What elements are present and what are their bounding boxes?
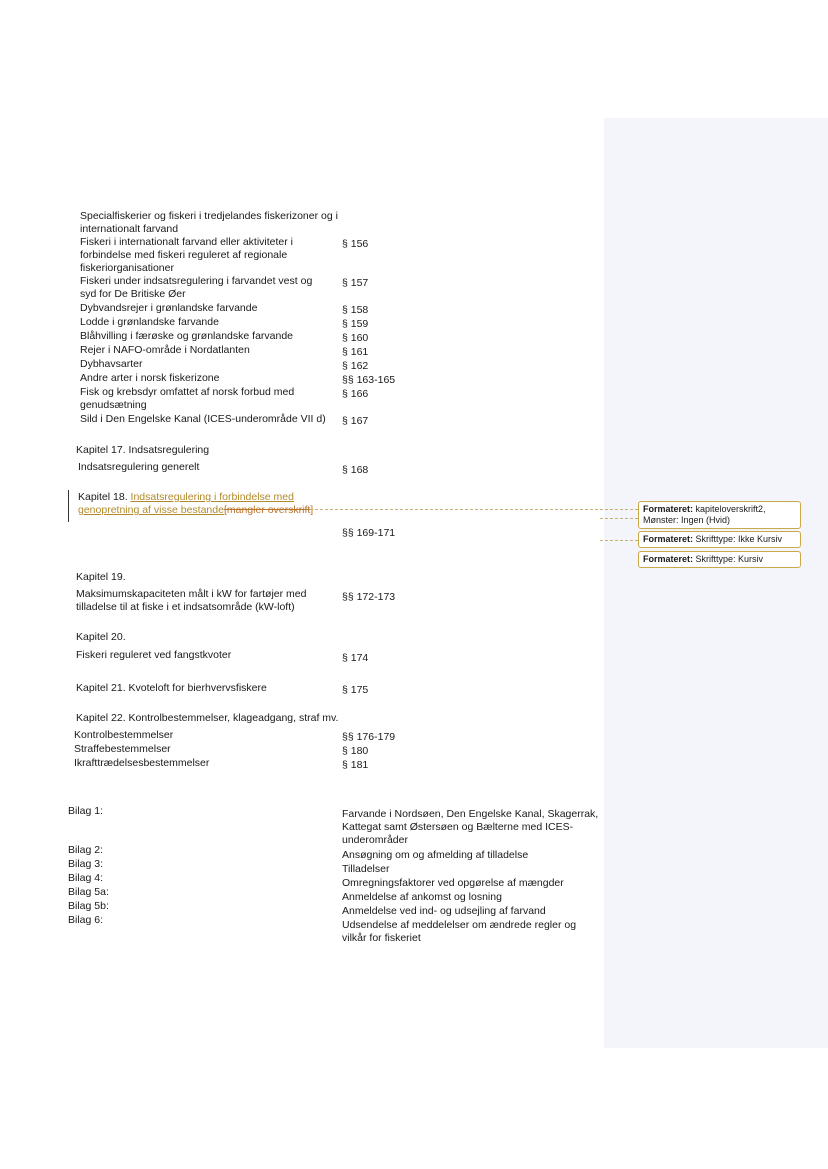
change-bar xyxy=(68,490,69,522)
toc-row-para: § 181 xyxy=(342,759,369,771)
bilag-label: Bilag 5b: xyxy=(68,900,109,912)
toc-row-para: § 167 xyxy=(342,415,369,427)
toc-row-para: § 159 xyxy=(342,318,369,330)
chapter-17-heading: Kapitel 17. Indsatsregulering xyxy=(76,444,210,456)
toc-row-title: Fiskeri under indsatsregulering i farvandet vest og syd for De Britiske Øer xyxy=(80,275,313,300)
comment-balloon[interactable] xyxy=(638,501,801,529)
toc-row-para: § 166 xyxy=(342,388,369,400)
bilag-label: Bilag 5a: xyxy=(68,886,109,898)
comment-text: Skrifttype: Kursiv xyxy=(695,554,764,564)
chapter-18-para: §§ 169-171 xyxy=(342,527,396,539)
toc-row-para: § 156 xyxy=(342,238,369,250)
toc-row-para: § 168 xyxy=(342,464,369,476)
toc-row-title: Andre arter i norsk fiskerizone xyxy=(80,372,220,384)
comment-text: kapiteloverskrift2, Mønster: Ingen (Hvid) xyxy=(643,504,766,525)
toc-row-title: Dybvandsrejer i grønlandske farvande xyxy=(80,302,258,314)
inserted-text: Indsatsregulering i forbindelse med genopretning af visse bestande xyxy=(78,491,294,516)
comment-leader xyxy=(600,540,638,541)
bilag-label: Bilag 4: xyxy=(68,872,104,884)
bilag-desc: Tilladelser xyxy=(342,863,390,875)
chapter-20-heading: Kapitel 20. xyxy=(76,631,126,643)
toc-row-title: Sild i Den Engelske Kanal (ICES-underområde VII d) xyxy=(80,413,326,425)
chapter-18-prefix: Kapitel 18. xyxy=(78,491,128,503)
bilag-label: Bilag 6: xyxy=(68,914,104,926)
bilag-label: Bilag 1: xyxy=(68,805,104,817)
toc-row-title: Indsatsregulering generelt xyxy=(78,461,200,473)
bilag-desc: Anmeldelse af ankomst og losning xyxy=(342,891,502,903)
chapter-21-para: § 175 xyxy=(342,684,369,696)
bilag-desc: Omregningsfaktorer ved opgørelse af mængder xyxy=(342,877,564,889)
comment-text: Skrifttype: Ikke Kursiv xyxy=(695,534,783,544)
comment-label: Formateret: xyxy=(643,554,694,564)
toc-row-title: Straffebestemmelser xyxy=(74,743,171,755)
toc-row-title: Dybhavsarter xyxy=(80,358,143,370)
comment-leader xyxy=(600,518,638,519)
toc-row-title: Blåhvilling i færøske og grønlandske farvande xyxy=(80,330,294,342)
chapter-21-heading: Kapitel 21. Kvoteloft for bierhvervsfiskere xyxy=(76,682,267,694)
toc-row-title: Rejer i NAFO-område i Nordatlanten xyxy=(80,344,250,356)
comment-leader xyxy=(310,509,638,510)
toc-row-title: Ikrafttrædelsesbestemmelser xyxy=(74,757,210,769)
toc-row-title: Maksimumskapaciteten målt i kW for fartøjer med tilladelse til at fiske i et indsatsområde (kW-loft) xyxy=(76,588,307,613)
toc-row-title: Specialfiskerier og fiskeri i tredjelandes fiskerizoner og i internationalt farvand xyxy=(80,210,338,235)
bilag-desc: Anmeldelse ved ind- og udsejling af farvand xyxy=(342,905,546,917)
toc-row-para: § 160 xyxy=(342,332,369,344)
chapter-19-heading: Kapitel 19. xyxy=(76,571,126,583)
comment-margin-pane xyxy=(604,118,828,1048)
toc-row-para: § 158 xyxy=(342,304,369,316)
toc-row-title: Lodde i grønlandske farvande xyxy=(80,316,219,328)
bilag-label: Bilag 3: xyxy=(68,858,104,870)
toc-row-para: §§ 163-165 xyxy=(342,374,396,386)
bilag-desc: Udsendelse af meddelelser om ændrede regler og vilkår for fiskeriet xyxy=(342,919,577,944)
chapter-18-heading xyxy=(78,491,338,517)
bilag-label: Bilag 2: xyxy=(68,844,104,856)
comment-label: Formateret: xyxy=(643,534,694,544)
toc-row-para: § 157 xyxy=(342,277,369,289)
toc-row-title: Fiskeri i internationalt farvand eller aktiviteter i forbindelse med fiskeri reguleret af regionale fiskeriorganisationer xyxy=(80,236,294,274)
toc-row-title: Fiskeri reguleret ved fangstkvoter xyxy=(76,649,232,661)
toc-row-para: § 162 xyxy=(342,360,369,372)
chapter-22-heading: Kapitel 22. Kontrolbestemmelser, klageadgang, straf mv. xyxy=(76,712,339,724)
toc-row-title: Kontrolbestemmelser xyxy=(74,729,174,741)
toc-row-para: § 174 xyxy=(342,652,369,664)
bilag-desc: Ansøgning om og afmelding af tilladelse xyxy=(342,849,529,861)
bilag-desc: Farvande i Nordsøen, Den Engelske Kanal, Skagerrak, Kattegat samt Østersøen og Bælterne med ICES-underområder xyxy=(342,808,599,846)
deleted-text: [mangler overskrift] xyxy=(223,504,314,516)
comment-label: Formateret: xyxy=(643,504,694,514)
toc-row-para: §§ 172-173 xyxy=(342,591,396,603)
toc-row-title: Fisk og krebsdyr omfattet af norsk forbud med genudsætning xyxy=(80,386,295,411)
toc-row-para: § 161 xyxy=(342,346,369,358)
comment-balloon[interactable] xyxy=(638,531,801,548)
toc-row-para: §§ 176-179 xyxy=(342,731,396,743)
comment-balloon[interactable] xyxy=(638,551,801,568)
toc-row-para: § 180 xyxy=(342,745,369,757)
